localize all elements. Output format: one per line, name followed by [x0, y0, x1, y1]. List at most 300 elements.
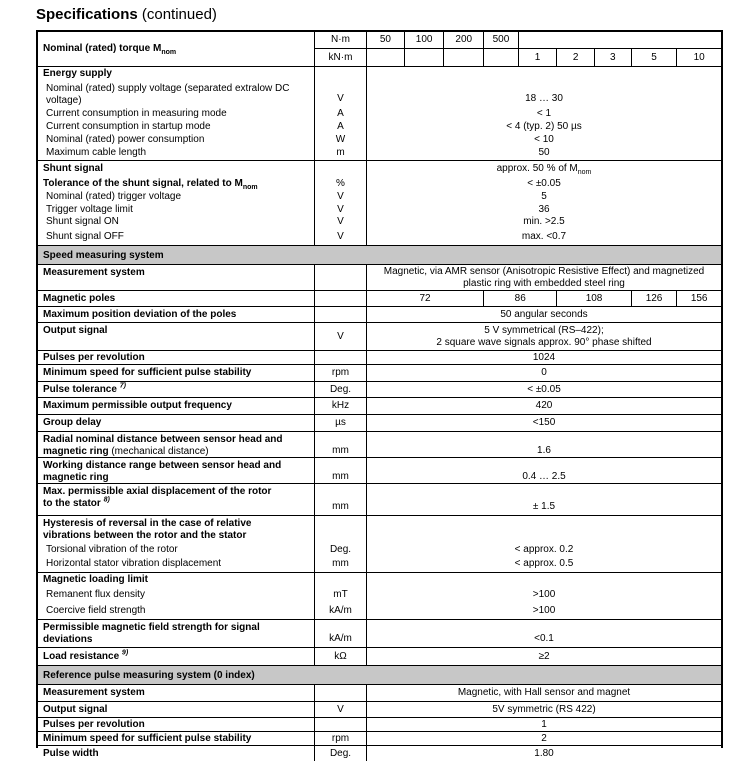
spec-table: [36, 30, 723, 759]
row-label-text: [43, 325, 107, 337]
table-block-row: [38, 364, 721, 381]
text: rpm: [331, 367, 350, 378]
value-cell: [556, 49, 594, 66]
row-label: [38, 398, 314, 414]
row-label-text: [43, 748, 99, 760]
value-cell: [367, 516, 721, 542]
row-label-text: [43, 384, 126, 396]
text: V: [337, 216, 344, 228]
row-label: [38, 146, 314, 160]
text: V: [337, 330, 344, 342]
section-header: [38, 245, 721, 264]
row-label: [38, 229, 314, 245]
value-cell: [367, 648, 721, 665]
row-label: [38, 432, 314, 459]
row-label-text: [43, 434, 283, 458]
text: Minimum speed for sufficient pulse stability: [43, 733, 252, 744]
table-block-row: [38, 701, 721, 717]
row-label-text: [43, 293, 115, 305]
text: 5: [541, 191, 547, 203]
text: Shunt signal: [43, 162, 103, 174]
unit-cell: [314, 718, 367, 732]
text: V: [337, 203, 344, 215]
row-label: [38, 458, 314, 485]
row-label-text: [43, 43, 176, 55]
text: Pulses per revolution: [43, 719, 145, 730]
text: kHz: [331, 400, 350, 411]
value-cell: [367, 587, 721, 603]
row-label-text: [43, 417, 101, 429]
value-cell: [367, 542, 721, 557]
row-label: [38, 685, 314, 701]
text: >100: [532, 588, 556, 600]
row-label-text: [43, 367, 251, 379]
text: min. >2.5: [523, 216, 565, 228]
row-label: [38, 291, 314, 306]
row-label-text: [43, 719, 145, 731]
row-label-text: [43, 352, 145, 364]
value-cell: [367, 291, 483, 306]
value-cell: [367, 351, 721, 365]
value-cell: [367, 557, 721, 572]
text: Current consumption in measuring mode: [46, 107, 227, 119]
value-cell: [518, 49, 557, 66]
text: Nominal (rated) power consumption: [46, 133, 205, 145]
value-cell: [594, 49, 631, 66]
text: < 1: [536, 107, 552, 119]
value-cell: [367, 458, 721, 485]
table-block-group: [38, 160, 721, 245]
row-label: [38, 351, 314, 365]
text: 50: [538, 146, 550, 158]
row-label-text: [46, 83, 289, 107]
text: A: [337, 120, 344, 132]
unit-cell: [314, 587, 367, 603]
value-cell: [556, 291, 630, 306]
unit-cell: [314, 415, 367, 431]
unit-cell: [314, 484, 367, 515]
text: 5: [651, 51, 657, 63]
page-title-main: Specifications: [36, 6, 138, 23]
text: 100: [415, 34, 433, 45]
table-block-row: [38, 647, 721, 665]
text: mm: [332, 558, 349, 570]
value-cell: [443, 32, 483, 48]
text: Shunt signal OFF: [46, 230, 124, 242]
page-title: [36, 6, 217, 23]
text: V: [337, 230, 344, 242]
table-block-row: [38, 414, 721, 431]
unit-cell: [314, 307, 367, 322]
value-row: [367, 291, 721, 306]
text: Nominal (rated) torque $M_{nom}$: [43, 43, 177, 56]
text: Coercive field strength: [46, 604, 146, 616]
table-block-row: [38, 457, 721, 483]
value-cell: [367, 32, 404, 48]
text: 200: [455, 34, 473, 45]
value-cell: [367, 382, 721, 397]
table-block-row: [38, 684, 721, 701]
row-label: [38, 307, 314, 322]
value-row: [367, 49, 721, 66]
row-label-text: [43, 68, 112, 80]
unit-cell: [314, 204, 367, 217]
unit-cell: [314, 191, 367, 204]
row-label: [38, 732, 314, 746]
unit-cell: [314, 516, 367, 542]
text: Trigger voltage limit: [46, 203, 133, 215]
row-label: [38, 484, 314, 515]
value-cell: [367, 229, 721, 245]
unit-cell: [314, 120, 367, 133]
text: 18 … 30: [525, 93, 563, 104]
row-label: [38, 120, 314, 133]
text: Magnetic, with Hall sensor and magnet: [457, 687, 631, 698]
text: Measurement system: [43, 687, 145, 698]
row-label-text: [46, 558, 221, 570]
value-cell-empty: [483, 49, 518, 66]
value-cell: [367, 191, 721, 204]
text: Current consumption in startup mode: [46, 120, 211, 132]
value-cell: [367, 718, 721, 732]
table-block-row: [38, 350, 721, 364]
value-cell-empty: [367, 49, 404, 66]
text: mm: [332, 445, 349, 456]
row-label-text: [46, 134, 204, 146]
unit-cell: [314, 161, 367, 176]
row-label-text: [43, 704, 107, 716]
value-cell: [367, 323, 721, 350]
value-cell: [631, 291, 677, 306]
text: 2: [541, 733, 547, 744]
unit-cell: [314, 702, 367, 717]
value-cell: [367, 685, 721, 701]
text: < approx. 0.5: [514, 558, 574, 570]
unit-cell: [314, 365, 367, 381]
row-label: [38, 516, 314, 542]
row-label-text: [46, 216, 119, 228]
text: Magnetic loading limit: [43, 573, 149, 585]
text: max. <0.7: [521, 230, 567, 242]
row-label-text: [46, 108, 227, 120]
text: kA/m: [329, 604, 352, 616]
text: Shunt signal ON: [46, 216, 119, 228]
unit-cell: [314, 146, 367, 160]
text: mm: [332, 501, 349, 512]
text: 156: [690, 292, 708, 304]
text: µs: [335, 417, 346, 428]
unit-cell: [314, 432, 367, 459]
row-label-text: [43, 267, 145, 279]
text: 1: [541, 719, 547, 730]
row-label: [38, 746, 314, 761]
row-label: [38, 32, 314, 66]
text: Horizontal stator vibration displacement: [46, 558, 222, 570]
text: Reference pulse measuring system (0 index): [43, 669, 255, 681]
text: Working distance range between sensor head and magnetic ring: [43, 460, 282, 483]
text: Radial nominal distance between sensor head and magnetic ring: [43, 434, 283, 457]
value-cell: [483, 291, 556, 306]
row-label-text: [43, 309, 236, 321]
unit-cell: [314, 32, 367, 49]
text: 1024: [532, 352, 556, 363]
value-cell: [367, 176, 721, 191]
unit-cell: [314, 458, 367, 485]
row-label: [38, 161, 314, 176]
table-block-row: [38, 306, 721, 322]
row-label: [38, 573, 314, 587]
table-block-row: [38, 381, 721, 397]
row-label-text: [43, 163, 103, 175]
text: Magnetic poles: [43, 292, 116, 304]
text: 50: [379, 34, 391, 45]
unit-cell: [314, 107, 367, 120]
text: Pulse width: [43, 747, 99, 759]
text: 36: [538, 203, 550, 215]
row-label: [38, 191, 314, 204]
row-label: [38, 133, 314, 146]
table-block-row: [38, 483, 721, 515]
text: Maximum position deviation of the poles: [43, 308, 237, 320]
value-cell: [367, 732, 721, 746]
row-label: [38, 587, 314, 603]
text: A: [337, 107, 344, 119]
text: 5V symmetric (RS 422): [492, 703, 596, 715]
value-cell: [483, 32, 518, 48]
row-label: [38, 81, 314, 107]
text: Pulses per revolution: [43, 352, 145, 363]
text: 0.4 … 2.5: [522, 471, 566, 482]
unit-cell: [314, 67, 367, 81]
value-cell: [676, 49, 721, 66]
row-label: [38, 620, 314, 647]
row-label: [38, 176, 314, 191]
text: Output signal: [43, 325, 108, 336]
value-cell: [367, 307, 721, 322]
unit-cell: [314, 398, 367, 414]
text: ≥2: [538, 650, 550, 662]
value-cell: [367, 161, 721, 176]
text: 86: [514, 292, 526, 304]
unit-cell: [314, 648, 367, 665]
value-cell: [367, 81, 721, 107]
row-label-text: [43, 460, 281, 484]
row-label-text: [46, 204, 133, 216]
text: Measurement system: [43, 267, 145, 278]
text: approx. 50 % of $M_{nom}$: [496, 162, 592, 176]
text: 1.6: [537, 445, 551, 456]
text: V: [337, 191, 344, 203]
text: < ±0.05: [527, 177, 561, 189]
text: rpm: [331, 733, 350, 744]
unit-cell: [314, 176, 367, 191]
text: m: [336, 146, 345, 158]
unit-cell: [314, 49, 367, 66]
text: Remanent flux density: [46, 588, 145, 600]
text: 10: [693, 51, 705, 63]
text: W: [335, 133, 346, 145]
text: Load resistance $^{9)}$: [43, 649, 129, 662]
text: Maximum permissible output frequency: [43, 400, 232, 411]
text: Magnetic, via AMR sensor (Anisotropic Resistive Effect) and magnetized plastic ring with embedded steel ring: [383, 265, 705, 289]
text: Group delay: [43, 417, 102, 428]
value-cell: [676, 291, 721, 306]
unit-cell: [314, 229, 367, 245]
value-cell-empty: [404, 49, 444, 66]
row-label: [38, 603, 314, 619]
value-cell: [367, 365, 721, 381]
table-block-row: [38, 731, 721, 745]
text: < 4 (typ. 2) 50 µs: [506, 120, 582, 132]
row-label: [38, 365, 314, 381]
row-label-text: [43, 574, 148, 586]
table-block-row: [38, 717, 721, 731]
value-cell: [367, 120, 721, 133]
row-label: [38, 415, 314, 431]
table-block-row: [38, 619, 721, 647]
text: 5 V symmetrical (RS–422); 2 square wave signals approx. 90° phase shifted: [436, 324, 652, 348]
row-label-text: [46, 605, 146, 617]
text: 50 angular seconds: [500, 308, 588, 320]
row-label-text: [46, 589, 145, 601]
table-block-row: [38, 322, 721, 350]
row-label-text: [46, 121, 211, 133]
row-label: [38, 216, 314, 229]
value-cell: [367, 484, 721, 515]
row-label-text: [46, 231, 124, 243]
text: (mechanical distance): [108, 446, 209, 457]
value-cell-empty: [518, 32, 721, 48]
table-block-row: [38, 431, 721, 457]
table-block-row: [38, 745, 721, 761]
row-label: [38, 67, 314, 81]
text: N·m: [331, 34, 350, 45]
text: V: [337, 93, 344, 104]
row-label-text: [46, 544, 178, 556]
text: Maximum cable length: [46, 146, 147, 158]
text: Speed measuring system: [43, 249, 164, 261]
unit-cell: [314, 732, 367, 746]
unit-cell: [314, 265, 367, 290]
value-cell: [367, 415, 721, 431]
row-label-text: [43, 687, 145, 699]
unit-cell: [314, 323, 367, 350]
unit-cell: [314, 573, 367, 587]
unit-cell: [314, 746, 367, 761]
text: 420: [535, 400, 553, 411]
unit-cell: [314, 382, 367, 397]
unit-cell: [314, 542, 367, 557]
row-label: [38, 107, 314, 120]
value-cell: [367, 432, 721, 459]
row-label: [38, 542, 314, 557]
value-cell-empty: [443, 49, 483, 66]
text: Nominal (rated) supply voltage (separated extralow DC voltage): [46, 83, 290, 106]
unit-cell: [314, 557, 367, 572]
text: <150: [532, 417, 556, 428]
value-cell: [367, 216, 721, 229]
text: mm: [332, 471, 349, 482]
row-label: [38, 204, 314, 217]
unit-cell: [314, 291, 367, 306]
text: Deg.: [329, 383, 352, 395]
table-block-group: [38, 515, 721, 572]
table-block-row: [38, 397, 721, 414]
text: < approx. 0.2: [514, 543, 574, 555]
text: < 10: [534, 133, 554, 145]
value-cell: [367, 204, 721, 217]
text: 72: [419, 292, 431, 304]
row-label-text: [43, 622, 260, 646]
table-block-torque: [38, 32, 721, 66]
unit-cell: [314, 603, 367, 619]
text: Permissible magnetic field strength for signal deviations: [43, 622, 260, 645]
row-label: [38, 702, 314, 717]
unit-cell: [314, 81, 367, 107]
row-label-text: [43, 651, 128, 663]
row-label: [38, 265, 314, 290]
value-cell: [367, 265, 721, 290]
text: Nominal (rated) trigger voltage: [46, 191, 182, 203]
value-cell: [367, 146, 721, 160]
row-label-text: [46, 191, 181, 203]
table-block-row: [38, 264, 721, 290]
text: 0: [541, 367, 547, 378]
value-cell: [404, 32, 444, 48]
row-label: [38, 323, 314, 350]
text: Torsional vibration of the rotor: [46, 543, 178, 555]
value-cell: [367, 67, 721, 81]
text: mT: [333, 588, 348, 600]
text: %: [336, 177, 345, 189]
text: kN·m: [328, 51, 353, 63]
text: 126: [645, 292, 663, 304]
unit-cell: [314, 685, 367, 701]
row-label: [38, 557, 314, 572]
value-cell: [367, 398, 721, 414]
value-cell: [631, 49, 677, 66]
row-label-text: [43, 400, 232, 412]
value-cell: [367, 107, 721, 120]
text: 1.80: [534, 747, 554, 759]
text: Deg.: [329, 747, 352, 759]
text: Deg.: [329, 543, 352, 555]
table-block-group: [38, 66, 721, 160]
text: >100: [532, 604, 556, 616]
row-label-text: [43, 518, 251, 542]
row-label-text: [43, 486, 271, 510]
section-header: [38, 665, 721, 684]
value-cell: [367, 620, 721, 647]
text: < ±0.05: [527, 383, 561, 395]
value-row: [367, 32, 721, 49]
text: Max. permissible axial displacement of the rotor to the stator $^{8)}$: [43, 486, 272, 509]
text: 2: [572, 51, 579, 63]
text: Energy supply: [43, 68, 112, 79]
row-label-text: [43, 178, 258, 190]
page-title-suffix: (continued): [137, 6, 217, 23]
text: 500: [492, 34, 510, 45]
unit-cell: [314, 133, 367, 146]
unit-cell: [314, 620, 367, 647]
text: Hysteresis of reversal in the case of relative vibrations between the rotor and the stator: [43, 518, 252, 541]
value-cell: [367, 702, 721, 717]
text: <0.1: [534, 633, 554, 644]
text: Tolerance of the shunt signal, related to $M_{nom}$: [43, 177, 258, 191]
text: Pulse tolerance $^{7)}$: [43, 382, 126, 395]
table-block-group: [38, 572, 721, 619]
value-cell: [367, 603, 721, 619]
